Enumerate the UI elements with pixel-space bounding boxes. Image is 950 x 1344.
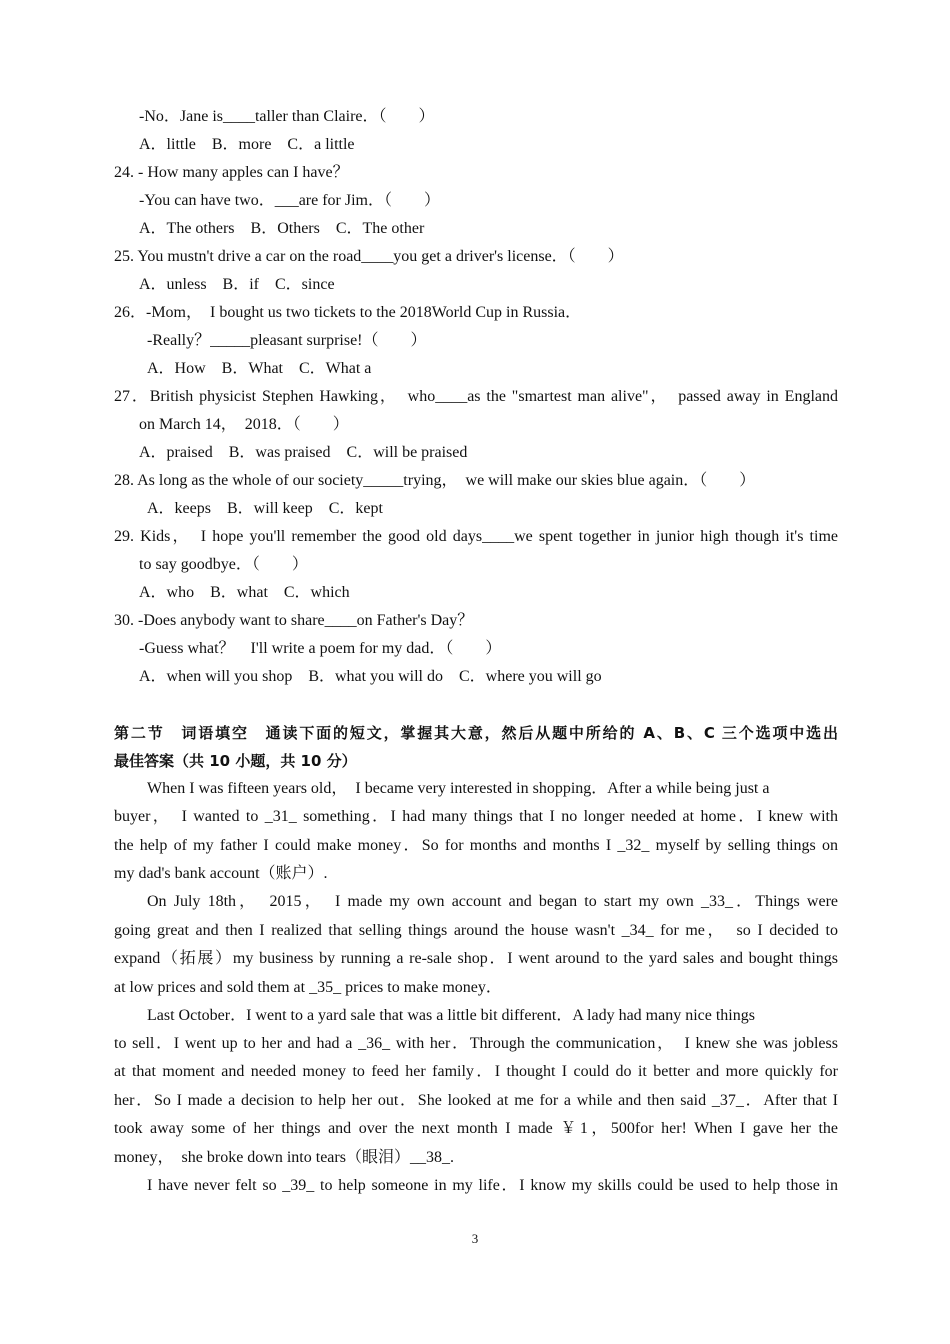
q26-line1: 26．-Mom， I bought us two tickets to the 2018World Cup in Russia． bbox=[114, 304, 582, 321]
q27-line2: on March 14， 2018．（ ） bbox=[139, 416, 349, 433]
q26-options: A．How B．What C．What a bbox=[147, 360, 372, 377]
passage-p3-line3: at that moment and needed money to feed her family．I thought I could do it better and more quickly for bbox=[114, 1063, 838, 1080]
passage-p3-line5: took away some of her things and over the next month I made ￥1，500for her! When I gave her the bbox=[114, 1120, 838, 1137]
q29-line2: to say goodbye．（ ） bbox=[139, 556, 308, 573]
page-number: 3 bbox=[471, 1231, 479, 1246]
q23-line2: -No．Jane is____taller than Claire．（ ） bbox=[139, 108, 435, 125]
passage-p2-line4: at low prices and sold them at _35_ prices to make money． bbox=[114, 979, 502, 996]
passage-p1-line2: buyer， I wanted to _31_ something．I had many things that I no longer needed at home．I knew with bbox=[114, 808, 838, 825]
q29-options: A．who B．what C．which bbox=[139, 584, 350, 601]
q25-line1: 25. You mustn't drive a car on the road____you get a driver's license．（ ） bbox=[114, 248, 624, 265]
q24-options: A．The others B．Others C．The other bbox=[139, 220, 425, 237]
passage-p2-line3: expand（拓展）my business by running a re-sale shop．I went around to the yard sales and bought things bbox=[114, 950, 838, 967]
q29-line1: 29. Kids， I hope you'll remember the good old days____we spent together in junior high though it's time bbox=[114, 528, 838, 545]
q26-line2: -Really？_____pleasant surprise!（ ） bbox=[147, 332, 427, 349]
q24-line2: -You can have two．___are for Jim．（ ） bbox=[139, 192, 440, 209]
passage-p3-line4: her．So I made a decision to help her out．She looked at me for a while and then said _37_．After that I bbox=[114, 1092, 838, 1109]
section2-heading-cont: 最佳答案（共 10 小题，共 10 分） bbox=[114, 752, 357, 770]
q24-line1: 24. - How many apples can I have？ bbox=[114, 164, 349, 181]
passage-p2-line2: going great and then I realized that selling things around the house wasn't _34_ for me， so I decided to bbox=[114, 922, 838, 939]
q23-options: A．little B．more C．a little bbox=[139, 136, 355, 153]
q30-options: A．when will you shop B．what you will do C．where you will go bbox=[139, 668, 602, 685]
q30-line1: 30. -Does anybody want to share____on Father's Day？ bbox=[114, 612, 474, 629]
passage-p4-line1: I have never felt so _39_ to help someone in my life．I know my skills could be used to help those in bbox=[147, 1177, 838, 1194]
q28-line1: 28. As long as the whole of our society_____trying， we will make our skies blue again．（ ） bbox=[114, 472, 756, 489]
q27-options: A．praised B．was praised C．will be praised bbox=[139, 444, 468, 461]
passage-p3-line2: to sell．I went up to her and had a _36_ with her．Through the communication， I knew she was jobless bbox=[114, 1035, 838, 1052]
passage-p1-line3: the help of my father I could make money．So for months and months I _32_ myself by selling things on bbox=[114, 837, 838, 854]
q25-options: A．unless B．if C．since bbox=[139, 276, 335, 293]
section2-heading: 第二节 词语填空 通读下面的短文，掌握其大意，然后从题中所给的 A、B、C 三个选项中选出 bbox=[114, 724, 838, 742]
q30-line2: -Guess what？ I'll write a poem for my dad．（ ） bbox=[139, 640, 502, 657]
passage-p1-line4: my dad's bank account（账户）. bbox=[114, 865, 328, 882]
passage-p1-line1: When I was fifteen years old， I became very interested in shopping．After a while being just a bbox=[147, 780, 770, 797]
passage-p2-line1: On July 18th， 2015， I made my own account and began to start my own _33_．Things were bbox=[147, 893, 838, 910]
passage-p3-line1: Last October．I went to a yard sale that was a little bit different．A lady had many nice things bbox=[147, 1007, 755, 1024]
passage-p3-line6: money， she broke down into tears（眼泪）__38_. bbox=[114, 1149, 454, 1166]
q27-line1: 27．British physicist Stephen Hawking， who____as the "smartest man alive"， passed away in England bbox=[114, 388, 838, 405]
q28-options: A．keeps B．will keep C．kept bbox=[147, 500, 383, 517]
